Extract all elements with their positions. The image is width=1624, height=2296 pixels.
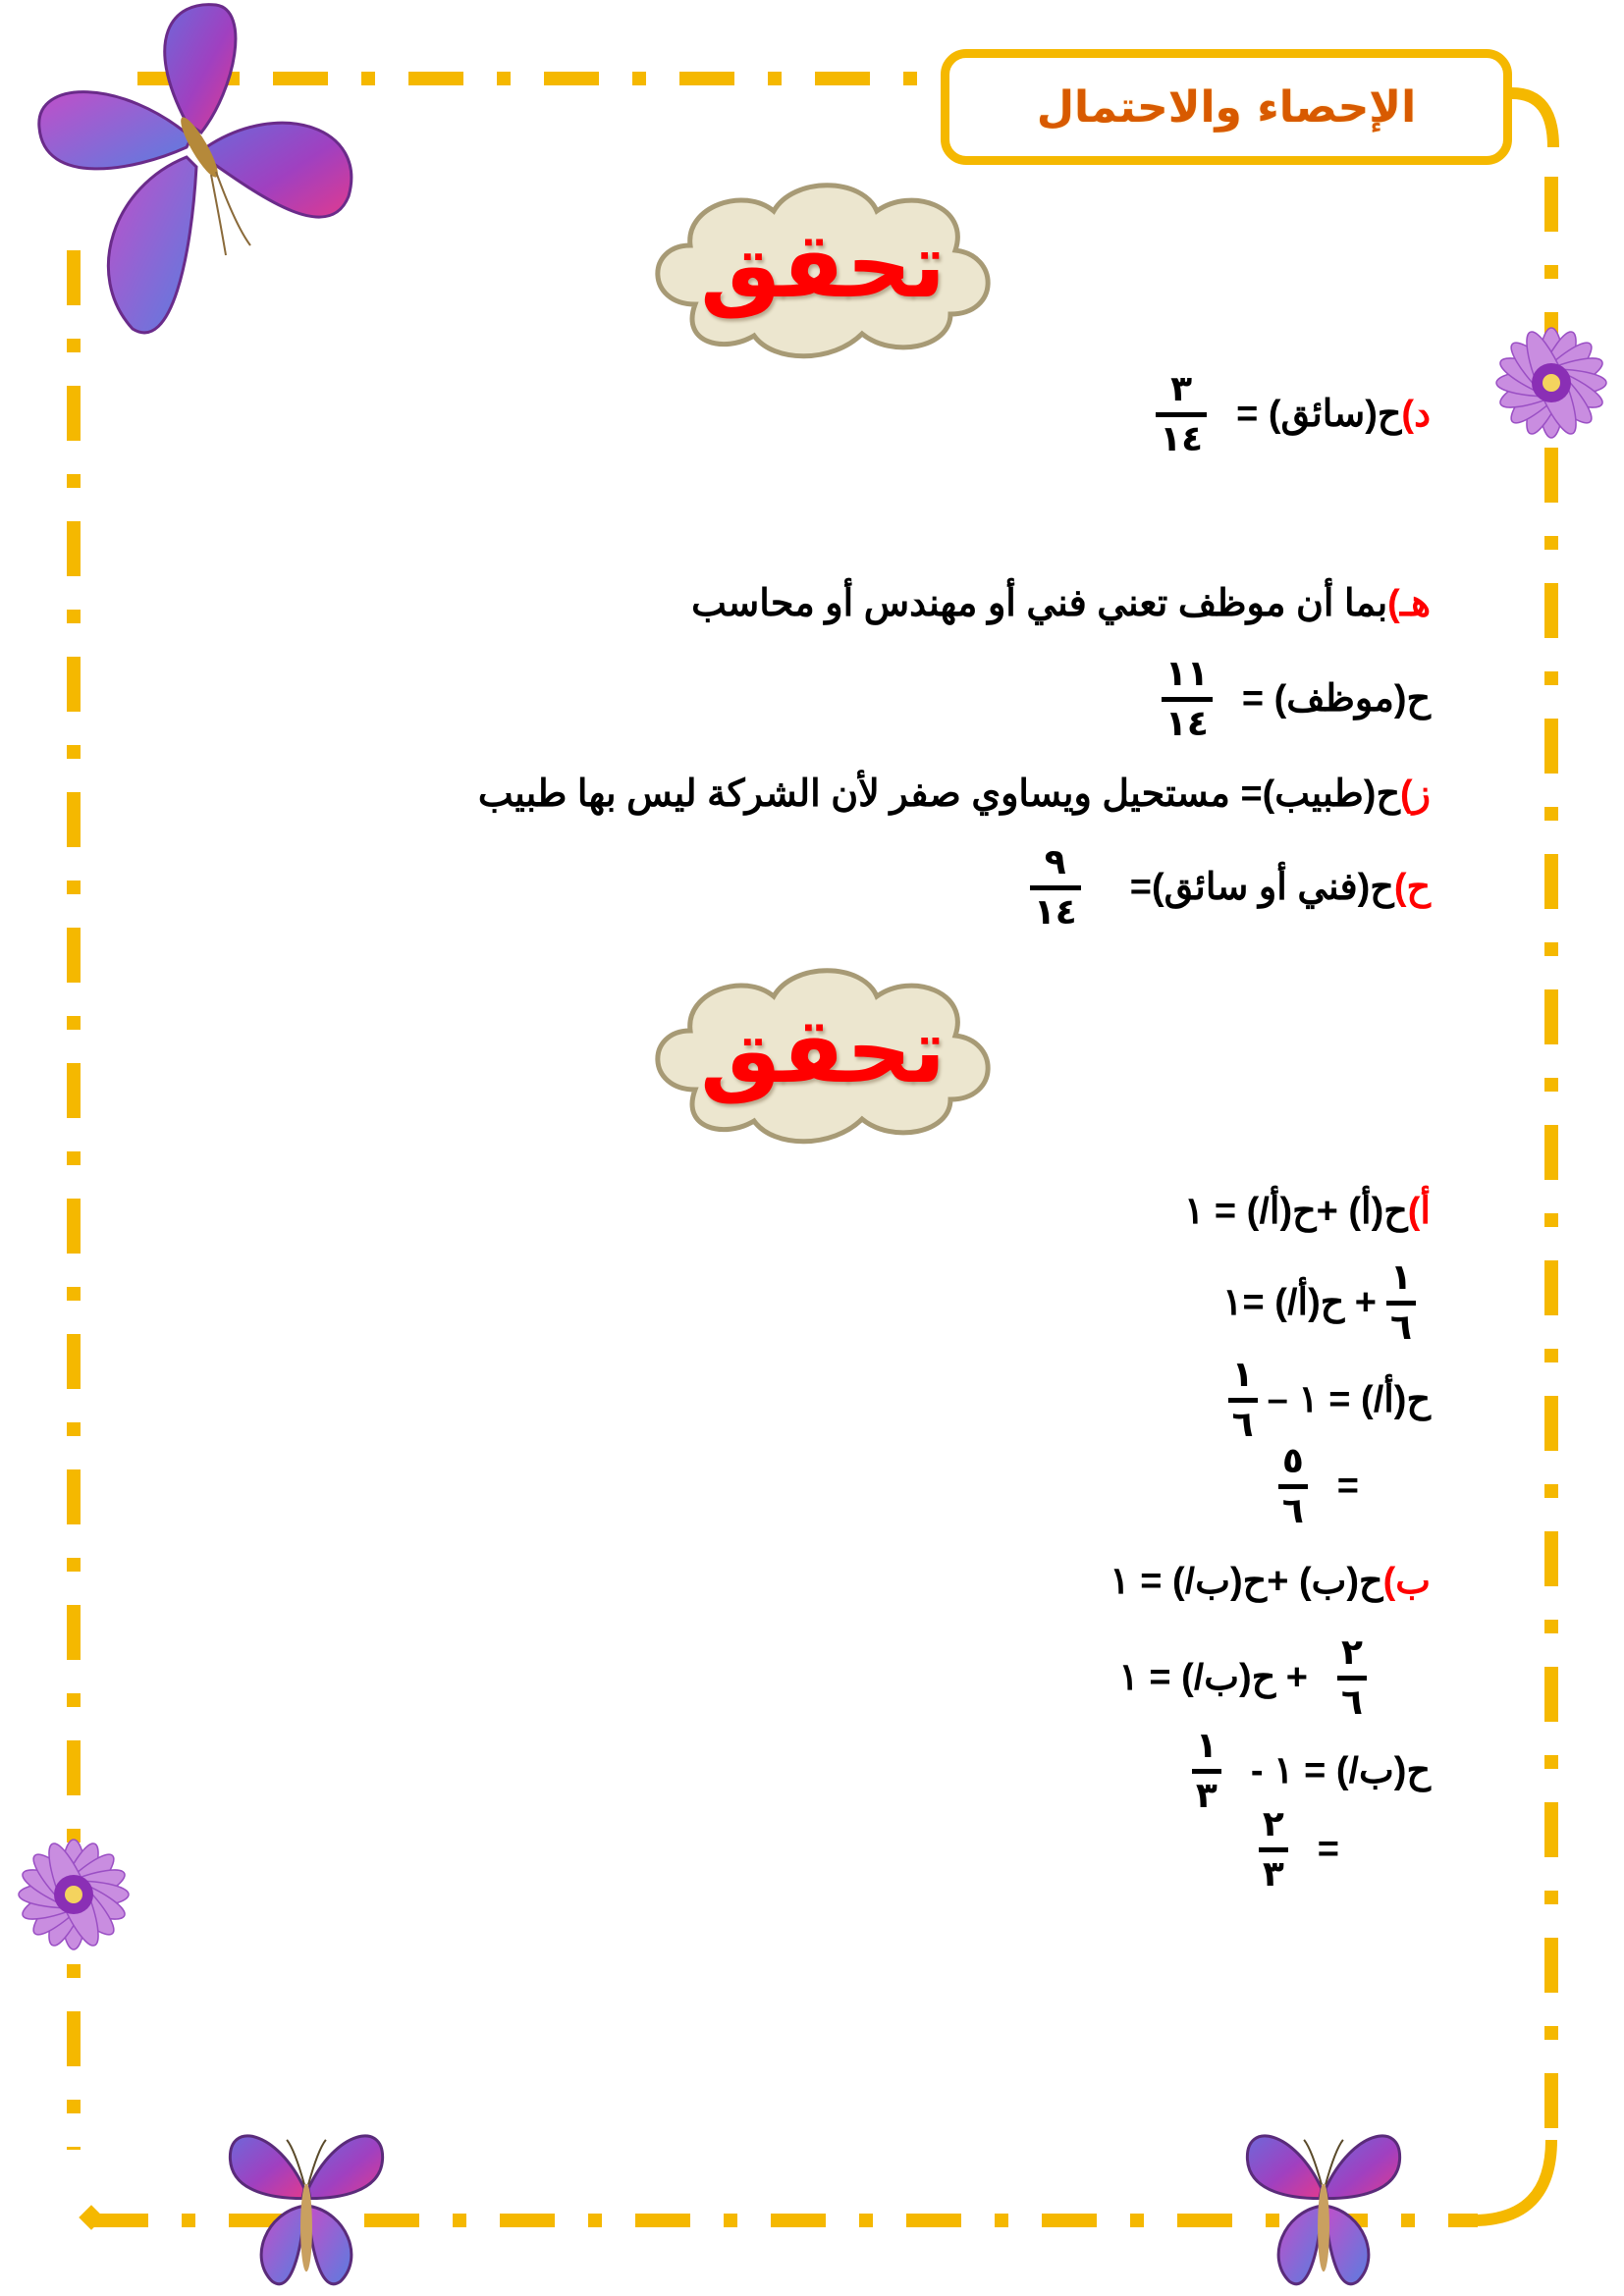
answer-b-step3 [1192, 1728, 1431, 1815]
butterfly-icon [25, 0, 368, 353]
fraction [1030, 844, 1081, 932]
denominator: ١٤ [1160, 418, 1204, 459]
equation-text: ح(موظف) = [1241, 678, 1431, 721]
numerator: ٢ [1341, 1632, 1363, 1673]
fraction [1386, 1259, 1416, 1347]
numerator: ٣ [1170, 369, 1193, 409]
item-letter: هـ) [1387, 583, 1431, 624]
answer-h-probability [1162, 656, 1431, 743]
fraction-bar [1386, 1301, 1416, 1306]
item-letter: ب) [1382, 1561, 1431, 1602]
fraction-bar [1030, 885, 1081, 890]
flower-icon [1478, 309, 1624, 456]
answer-d [1156, 371, 1431, 458]
answer-a-step1 [1184, 1193, 1431, 1230]
equation-text: ح(أ/) = ١ – [1267, 1379, 1431, 1421]
fraction-bar [1337, 1676, 1367, 1681]
numerator: ٥ [1281, 1441, 1304, 1481]
numerator: ١١ [1164, 654, 1209, 694]
denominator: ٦ [1341, 1682, 1363, 1723]
item-letter: أ) [1407, 1191, 1431, 1232]
equation-text: + ح(أ/) =١ [1222, 1282, 1377, 1324]
equation-text: + ح(ب/) = ١ [1118, 1657, 1308, 1699]
numerator: ١ [1231, 1355, 1254, 1395]
fraction-bar [1228, 1398, 1258, 1403]
statement-text: بما أن موظف تعني فني أو مهندس أو محاسب [691, 583, 1388, 624]
equation-text: ح(فني أو سائق)= [1129, 867, 1394, 909]
equation-text: ح(ب/) = ١ - [1250, 1750, 1431, 1792]
item-letter: ح) [1393, 867, 1431, 909]
fraction [1162, 656, 1213, 743]
equation-text: ح(سائق) = [1236, 394, 1402, 436]
fraction-bar [1259, 1847, 1288, 1852]
denominator: ٦ [1231, 1404, 1254, 1445]
equals-sign: = [1317, 1829, 1339, 1871]
check-heading-cloud [636, 167, 1009, 363]
fraction-bar [1156, 412, 1207, 417]
title-box [941, 49, 1512, 165]
denominator: ١٤ [1033, 891, 1077, 933]
fraction-bar [1278, 1484, 1308, 1489]
fraction [1278, 1443, 1308, 1530]
denominator: ٦ [1281, 1490, 1304, 1531]
flower-icon [0, 1821, 147, 1968]
check-heading-cloud [636, 952, 1009, 1148]
item-letter: د) [1401, 394, 1431, 436]
answer-b-step4 [1259, 1806, 1339, 1894]
fraction [1156, 371, 1207, 458]
statement-text: ح(طبيب)= مستحيل ويساوي صفر لأن الشركة ليس بها طبيب [477, 774, 1400, 815]
answer-ha [1030, 844, 1431, 932]
check-heading: تحقق [700, 212, 946, 318]
denominator: ٣ [1262, 1853, 1284, 1895]
butterfly-icon [218, 2120, 395, 2296]
page-title: الإحصاء والاحتمال [1036, 81, 1417, 133]
equation-text: ح(ب) +ح(ب/) = ١ [1110, 1561, 1383, 1602]
numerator: ١ [1195, 1726, 1218, 1766]
equation-text: ح(أ) +ح(أ/) = ١ [1183, 1191, 1408, 1232]
denominator: ٣ [1195, 1775, 1218, 1816]
numerator: ١ [1390, 1257, 1412, 1298]
fraction-bar [1192, 1769, 1221, 1774]
numerator: ٢ [1262, 1804, 1284, 1844]
answer-a-step2 [1222, 1259, 1416, 1347]
fraction [1192, 1728, 1221, 1815]
equals-sign: = [1336, 1466, 1359, 1508]
denominator: ٦ [1390, 1307, 1412, 1348]
answer-h [691, 585, 1431, 622]
fraction-bar [1162, 697, 1213, 702]
check-heading: تحقق [700, 997, 946, 1103]
answer-b-step1 [1110, 1563, 1431, 1600]
denominator: ١٤ [1164, 703, 1209, 744]
answer-a-step4 [1278, 1443, 1359, 1530]
answer-b-step2 [1118, 1634, 1367, 1722]
answer-z [478, 775, 1431, 813]
numerator: ٩ [1044, 842, 1066, 882]
answer-a-step3 [1228, 1357, 1431, 1444]
fraction [1259, 1806, 1288, 1894]
fraction [1228, 1357, 1258, 1444]
item-letter: ز) [1399, 774, 1431, 815]
fraction [1337, 1634, 1367, 1722]
butterfly-icon [1235, 2120, 1412, 2296]
